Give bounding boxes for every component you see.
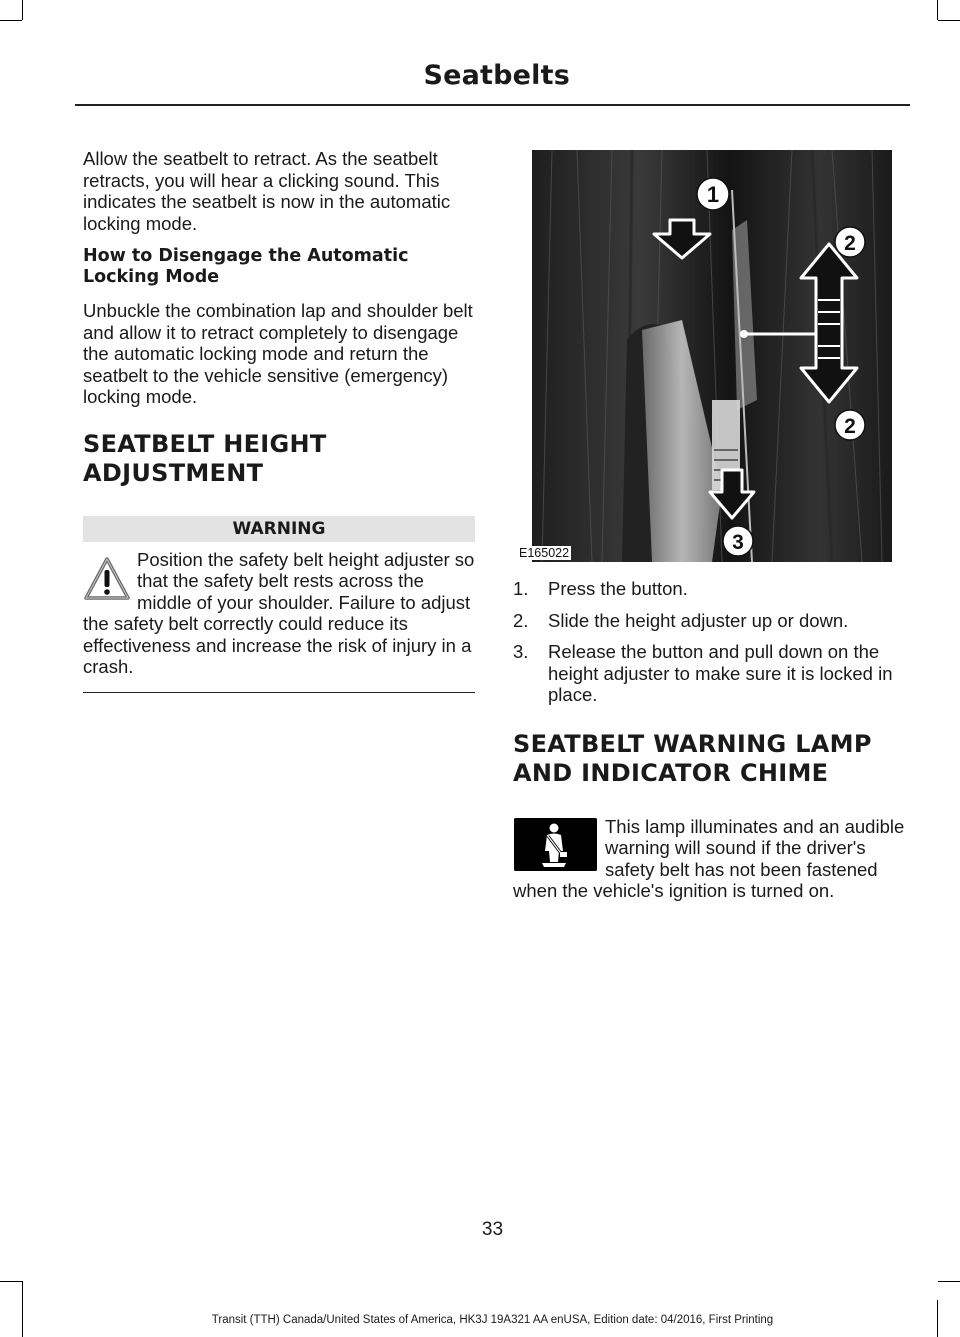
crop-mark xyxy=(22,1281,23,1337)
callout-2-top: 2 xyxy=(844,232,856,255)
seatbelt-warning-icon xyxy=(514,818,597,871)
intro-paragraph: Allow the seatbelt to retract. As the seatbelt retracts, you will hear a clicking sound. This indicates the seatbelt is now in the automatic locking mode. xyxy=(83,148,451,234)
steps-list xyxy=(513,578,909,706)
illustration-image xyxy=(532,150,892,562)
list-item xyxy=(513,641,909,706)
crop-mark xyxy=(937,0,938,20)
step-text: Press the button. xyxy=(548,578,688,599)
warning-lamp-section xyxy=(513,816,909,902)
step-number: 3. xyxy=(513,641,529,662)
page-title: Seatbelts xyxy=(423,60,570,91)
step-number: 1. xyxy=(513,578,529,599)
list-item xyxy=(513,578,909,600)
warning-text: Position the safety belt height adjuster so that the safety belt rests across the middle of your shoulder. Failure to adjust the safety belt correctly could reduce its effectiveness and increase the risk of injury in a crash. xyxy=(83,548,475,677)
callout-3: 3 xyxy=(732,531,744,554)
footer-text: Transit (TTH) Canada/United States of America, HK3J 19A321 AA enUSA, Edition date: 04/2016, First Printing xyxy=(211,1314,774,1326)
crop-mark xyxy=(938,1281,960,1282)
crop-mark xyxy=(0,1281,22,1282)
heading-line: SEATBELT HEIGHT xyxy=(83,429,327,458)
left-column xyxy=(83,148,475,693)
warning-lamp-text: This lamp illuminates and an audible warning will sound if the driver's safety belt has not been fastened when the vehicle's ignition is turned on. xyxy=(513,815,905,901)
step-text: Release the button and pull down on the height adjuster to make sure it is locked in place. xyxy=(548,641,893,705)
callout-1: 1 xyxy=(706,182,720,207)
warning-lamp-heading xyxy=(513,730,909,788)
crop-mark xyxy=(0,20,22,21)
crop-mark xyxy=(22,0,23,20)
step-number: 2. xyxy=(513,609,529,631)
heading-line: AND INDICATOR CHIME xyxy=(513,758,829,787)
warning-rule xyxy=(83,692,475,693)
warning-label: WARNING xyxy=(83,516,475,542)
disengage-paragraph: Unbuckle the combination lap and shoulder belt and allow it to retract completely to disengage the automatic locking mode and return the seatbelt to the vehicle sensitive (emergency) locking mode. xyxy=(83,300,473,407)
header-rule xyxy=(75,104,910,106)
crop-mark xyxy=(938,20,960,21)
heading-line: ADJUSTMENT xyxy=(83,458,264,487)
page-number: 33 xyxy=(481,1219,504,1240)
figure-code: E165022 xyxy=(519,546,570,560)
step-text: Slide the height adjuster up or down. xyxy=(548,609,849,631)
list-item xyxy=(513,610,909,632)
disengage-heading: How to Disengage the Automatic Locking Mode xyxy=(83,246,409,287)
height-adjustment-heading xyxy=(83,430,475,488)
warning-box xyxy=(83,516,475,693)
heading-line: SEATBELT WARNING LAMP xyxy=(513,729,872,758)
warning-body xyxy=(83,542,475,678)
right-column xyxy=(513,150,909,902)
warning-triangle-icon xyxy=(83,555,131,605)
callout-2-bottom: 2 xyxy=(844,415,856,438)
height-adjuster-illustration xyxy=(519,150,892,562)
